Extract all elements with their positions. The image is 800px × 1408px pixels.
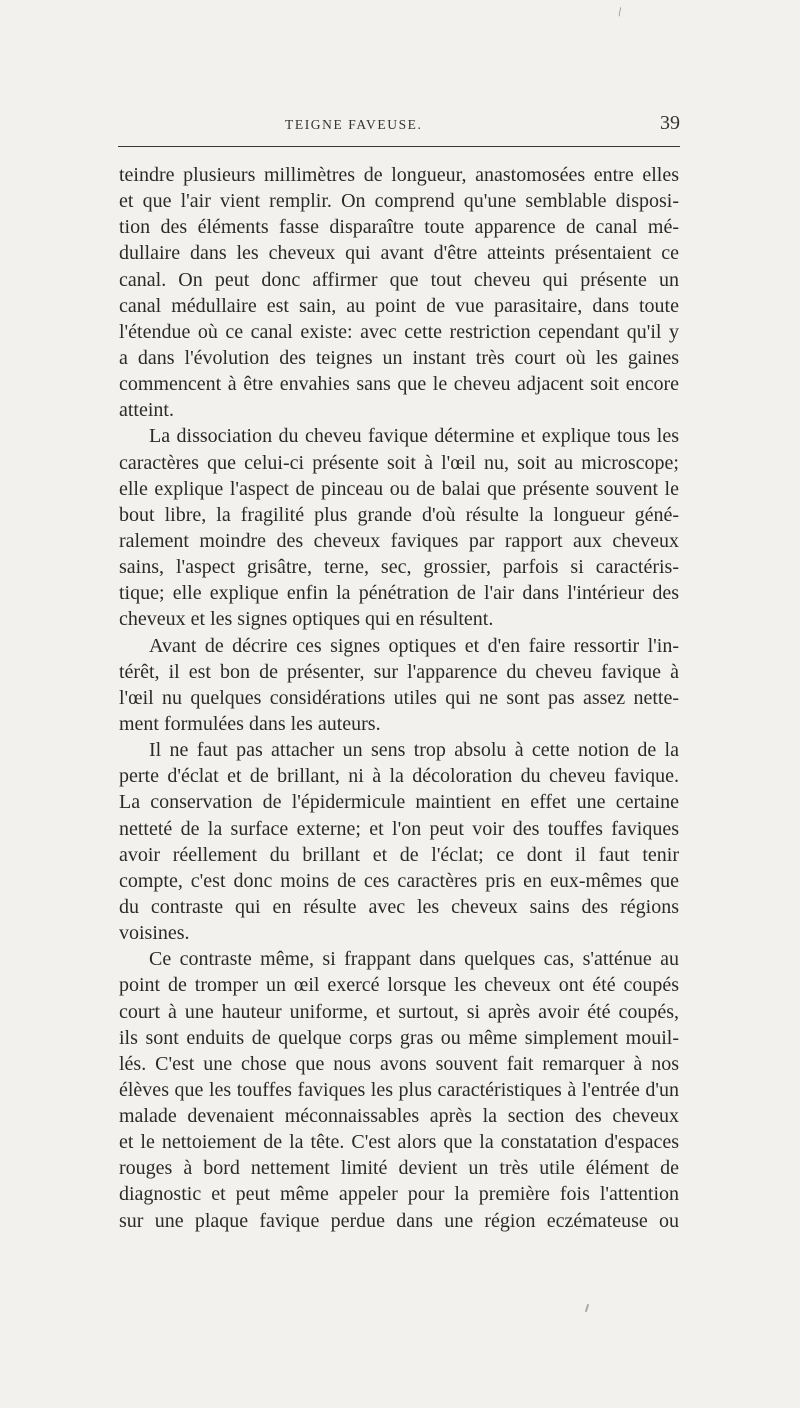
- text-line: commencent à être envahies sans que le cheveu adjacent soit encore: [119, 373, 679, 396]
- text-line: perte d'éclat et de brillant, ni à la décoloration du cheveu favique.: [119, 765, 679, 788]
- text-line: atteint.: [119, 399, 174, 422]
- pencil-mark: /: [616, 3, 623, 20]
- text-line: teindre plusieurs millimètres de longueur, anastomosées entre elles: [119, 164, 679, 186]
- header-rule: [118, 146, 680, 147]
- body-text: [119, 162, 679, 1234]
- text-line: La dissociation du cheveu favique détermine et explique tous les: [149, 425, 679, 448]
- text-line: avoir réellement du brillant et de l'éclat; ce dont il faut tenir: [119, 843, 679, 866]
- text-line: térêt, il est bon de présenter, sur l'apparence du cheveu favique à: [119, 660, 679, 683]
- page-number: 39: [660, 112, 680, 134]
- text-line: malade devenaient méconnaissables après la section des cheveux: [119, 1105, 679, 1128]
- text-line: lés. C'est une chose que nous avons souvent fait remarquer à nos: [119, 1052, 679, 1075]
- text-line: netteté de la surface externe; et l'on peut voir des touffes faviques: [119, 817, 679, 840]
- text-line: elle explique l'aspect de pinceau ou de balai que présente souvent le: [119, 477, 679, 500]
- text-line: tion des éléments fasse disparaître toute apparence de canal mé-: [119, 216, 679, 239]
- text-line: caractères que celui-ci présente soit à l'œil nu, soit au microscope;: [119, 451, 679, 474]
- text-line: cheveux et les signes optiques qui en résultent.: [119, 608, 494, 631]
- text-line: sur une plaque favique perdue dans une région eczémateuse ou: [119, 1209, 679, 1232]
- text-line: sains, l'aspect grisâtre, terne, sec, grossier, parfois si caractéris-: [119, 556, 679, 579]
- text-line: Ce contraste même, si frappant dans quelques cas, s'atténue au: [149, 948, 679, 971]
- text-line: Avant de décrire ces signes optiques et d'en faire ressortir l'in-: [149, 634, 679, 657]
- text-line: canal médullaire est sain, au point de vue parasitaire, dans toute: [119, 294, 679, 317]
- text-line: point de tromper un œil exercé lorsque les cheveux ont été coupés: [119, 974, 679, 997]
- running-title: TEIGNE FAVEUSE.: [285, 117, 423, 132]
- text-line: a dans l'évolution des teignes un instant très court où les gaines: [119, 346, 679, 369]
- text-line: l'étendue où ce canal existe: avec cette restriction cependant qu'il y: [119, 320, 679, 343]
- text-line: Il ne faut pas attacher un sens trop absolu à cette notion de la: [149, 739, 679, 762]
- text-line: dullaire dans les cheveux qui avant d'être atteints présentaient ce: [119, 242, 679, 265]
- text-line: et que l'air vient remplir. On comprend qu'une semblable disposi-: [119, 190, 679, 213]
- text-line: élèves que les touffes faviques les plus caractéristiques à l'entrée d'un: [119, 1078, 679, 1101]
- text-line: voisines.: [119, 922, 190, 945]
- text-line: ment formulées dans les auteurs.: [119, 712, 381, 735]
- text-line: du contraste qui en résulte avec les cheveux sains des régions: [119, 895, 679, 918]
- text-line: La conservation de l'épidermicule maintient en effet une certaine: [119, 791, 679, 814]
- text-line: canal. On peut donc affirmer que tout cheveu qui présente un: [119, 268, 679, 291]
- text-line: ils sont enduits de quelque corps gras ou même simplement mouil-: [119, 1026, 679, 1049]
- text-line: court à une hauteur uniforme, et surtout, si après avoir été coupés,: [119, 1000, 679, 1023]
- text-line: diagnostic et peut même appeler pour la première fois l'attention: [119, 1183, 679, 1206]
- text-line: rouges à bord nettement limité devient un très utile élément de: [119, 1157, 679, 1180]
- text-line: compte, c'est donc moins de ces caractères pris en eux-mêmes que: [119, 869, 679, 892]
- text-line: bout libre, la fragilité plus grande d'où résulte la longueur géné-: [119, 503, 679, 526]
- page-header: [120, 112, 680, 140]
- text-line: l'œil nu quelques considérations utiles qui ne sont pas assez nette-: [119, 686, 679, 709]
- ink-speck: [585, 1304, 589, 1312]
- text-line: ralement moindre des cheveux faviques par rapport aux cheveux: [119, 529, 679, 552]
- text-line: et le nettoiement de la tête. C'est alors que la constatation d'espaces: [119, 1131, 679, 1154]
- text-line: tique; elle explique enfin la pénétration de l'air dans l'intérieur des: [119, 582, 679, 605]
